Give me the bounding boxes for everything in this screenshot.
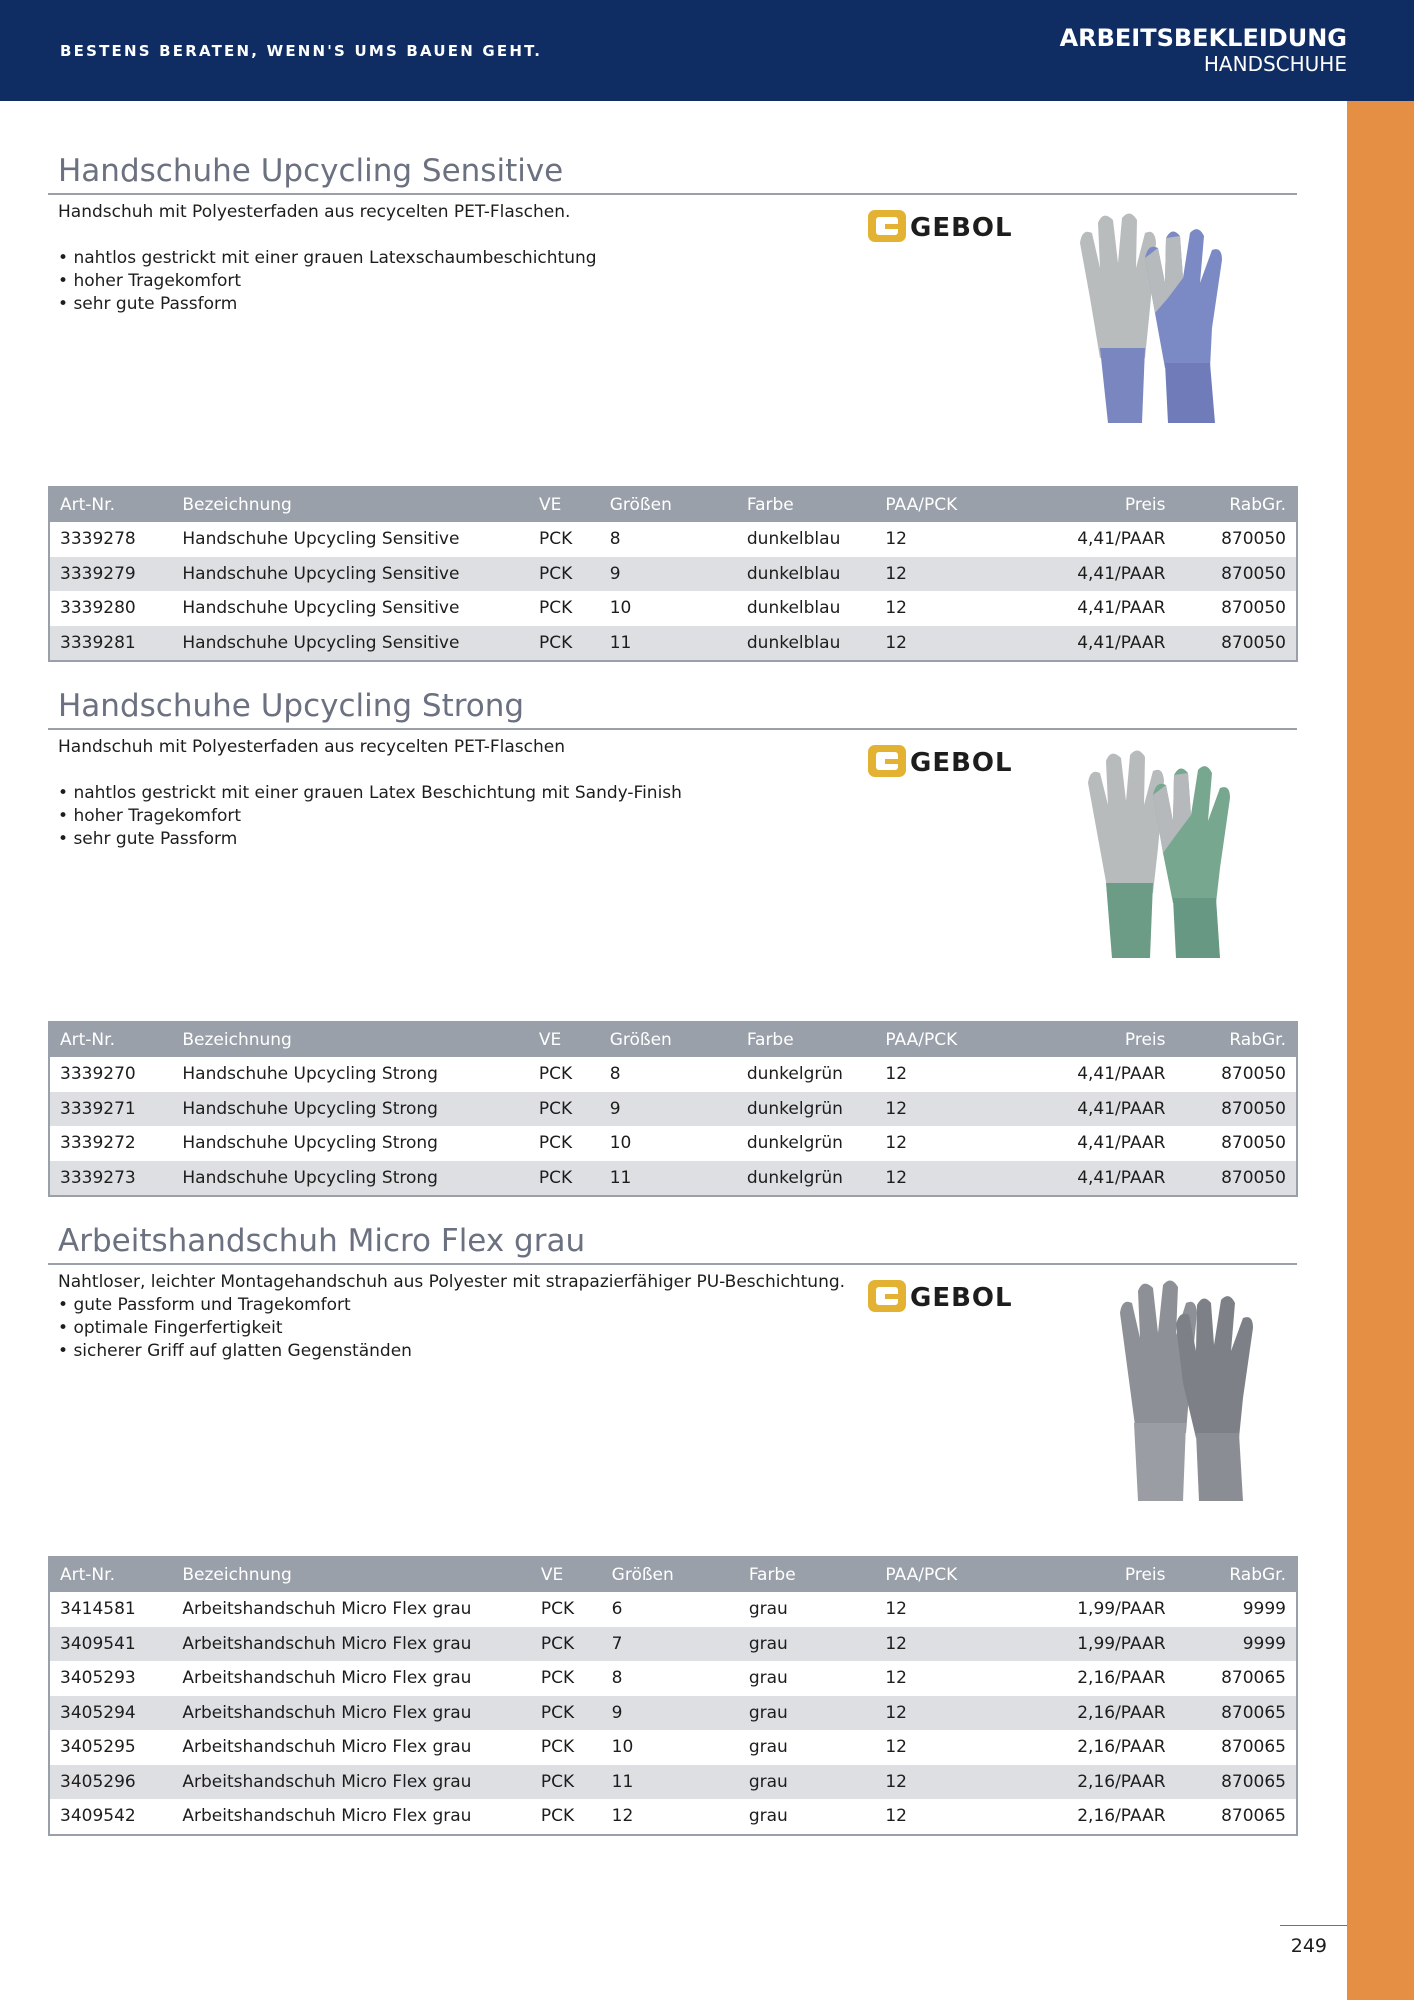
article-table xyxy=(48,1021,1298,1197)
table-row xyxy=(49,1799,1297,1835)
cell-farbe: dunkelgrün xyxy=(737,1161,876,1197)
feature-list xyxy=(58,1294,845,1363)
cell-groesse: 8 xyxy=(609,529,621,550)
cell-art-nr: 3339281 xyxy=(49,626,172,662)
cell-rabgr: 870050 xyxy=(1221,598,1286,619)
cell-rabgr: 870065 xyxy=(1221,1737,1286,1758)
col-rabgr: RabGr. xyxy=(1175,487,1297,522)
cell-ve: PCK xyxy=(529,557,600,592)
cell-paa-pck: 12 xyxy=(885,1806,907,1827)
col-groessen: Größen xyxy=(602,1557,739,1592)
table-row xyxy=(49,1057,1297,1092)
cell-paa-pck: 12 xyxy=(885,1064,908,1085)
feature-item: • hoher Tragekomfort xyxy=(58,805,682,828)
cell-paa-pck: 12 xyxy=(885,598,907,619)
cell-paa-pck: 12 xyxy=(885,529,907,550)
col-art-nr: Art-Nr. xyxy=(49,1557,172,1592)
feature-list xyxy=(58,247,597,316)
cell-groesse: 10 xyxy=(609,598,632,619)
col-paa-pck: PAA/PCK xyxy=(875,1557,1003,1592)
cell-art-nr: 3339270 xyxy=(60,1064,136,1085)
cell-rabgr: 870050 xyxy=(1221,529,1286,550)
col-paa-pck: PAA/PCK xyxy=(875,487,1003,522)
feature-item: • gute Passform und Tragekomfort xyxy=(58,1294,845,1317)
cell-art-nr: 3339271 xyxy=(49,1092,172,1127)
col-groessen: Größen xyxy=(600,487,737,522)
cell-preis: 4,41/PAAR xyxy=(1003,1092,1175,1127)
table-row xyxy=(49,1092,1297,1127)
table-row xyxy=(49,626,1297,662)
cell-art-nr: 3405296 xyxy=(49,1765,172,1800)
cell-ve: PCK xyxy=(540,1806,575,1827)
cell-ve: PCK xyxy=(540,1737,575,1758)
cell-rabgr: 870065 xyxy=(1176,1696,1297,1731)
section-divider xyxy=(48,193,1297,195)
cell-preis: 2,16/PAAR xyxy=(1077,1737,1166,1758)
col-bezeichnung: Bezeichnung xyxy=(172,487,529,522)
feature-item: • hoher Tragekomfort xyxy=(58,270,597,293)
description-intro: Handschuh mit Polyesterfaden aus recycelten PET-Flaschen xyxy=(58,737,565,757)
cell-ve: PCK xyxy=(529,626,600,662)
col-bezeichnung: Bezeichnung xyxy=(172,1557,530,1592)
feature-item: • nahtlos gestrickt mit einer grauen Latex Beschichtung mit Sandy-Finish xyxy=(58,782,682,805)
header-bar xyxy=(0,0,1414,101)
cell-preis: 4,41/PAAR xyxy=(1003,1161,1175,1197)
cell-bezeichnung: Arbeitshandschuh Micro Flex grau xyxy=(182,1737,472,1758)
feature-item: • sicherer Griff auf glatten Gegenständen xyxy=(58,1340,845,1363)
cell-preis: 1,99/PAAR xyxy=(1003,1627,1175,1662)
cell-preis: 2,16/PAAR xyxy=(1077,1806,1166,1827)
col-farbe: Farbe xyxy=(739,1557,876,1592)
table-row xyxy=(49,1126,1297,1161)
col-groessen: Größen xyxy=(600,1022,737,1057)
col-rabgr: RabGr. xyxy=(1176,1022,1298,1057)
cell-farbe: grau xyxy=(748,1737,788,1758)
cell-art-nr: 3414581 xyxy=(60,1599,136,1620)
cell-paa-pck: 12 xyxy=(875,557,1003,592)
cell-farbe: grau xyxy=(739,1765,876,1800)
cell-preis: 2,16/PAAR xyxy=(1077,1668,1166,1689)
table-header-row xyxy=(49,1022,1297,1057)
cell-rabgr: 870065 xyxy=(1221,1806,1286,1827)
cell-rabgr: 9999 xyxy=(1176,1627,1297,1662)
cell-groesse: 9 xyxy=(602,1696,739,1731)
glove-blue-icon xyxy=(1070,208,1270,430)
cell-bezeichnung: Handschuhe Upcycling Strong xyxy=(182,1133,438,1154)
feature-item: • optimale Fingerfertigkeit xyxy=(58,1317,845,1340)
cell-groesse: 7 xyxy=(602,1627,739,1662)
feature-list xyxy=(58,782,682,851)
cell-ve: PCK xyxy=(540,1668,575,1689)
col-ve: VE xyxy=(529,1022,600,1057)
cell-rabgr: 870050 xyxy=(1221,1064,1286,1085)
cell-groesse: 11 xyxy=(600,1161,737,1197)
cell-paa-pck: 12 xyxy=(885,1133,908,1154)
cell-bezeichnung: Arbeitshandschuh Micro Flex grau xyxy=(182,1806,472,1827)
cell-bezeichnung: Arbeitshandschuh Micro Flex grau xyxy=(172,1765,530,1800)
col-farbe: Farbe xyxy=(737,1022,876,1057)
product-description xyxy=(58,1271,845,1363)
cell-art-nr: 3405293 xyxy=(60,1668,136,1689)
cell-farbe: grau xyxy=(739,1696,876,1731)
col-ve: VE xyxy=(529,487,600,522)
cell-groesse: 8 xyxy=(609,1064,621,1085)
cell-farbe: grau xyxy=(748,1668,788,1689)
cell-groesse: 12 xyxy=(611,1806,634,1827)
cell-farbe: dunkelgrün xyxy=(737,1092,876,1127)
category-subtitle: HANDSCHUHE xyxy=(1203,52,1347,76)
cell-preis: 4,41/PAAR xyxy=(1077,1133,1166,1154)
brand-name: GEBOL xyxy=(910,1283,1013,1313)
cell-farbe: dunkelblau xyxy=(746,598,841,619)
product-description xyxy=(58,201,597,316)
side-accent-strip xyxy=(1347,101,1414,2000)
page-number: 249 xyxy=(1290,1935,1327,1957)
cell-art-nr: 3405294 xyxy=(49,1696,172,1731)
section-divider xyxy=(48,1263,1297,1265)
col-preis: Preis xyxy=(1003,1557,1175,1592)
section-divider xyxy=(48,728,1297,730)
cell-preis: 4,41/PAAR xyxy=(1003,626,1175,662)
cell-ve: PCK xyxy=(540,1599,575,1620)
cell-groesse: 9 xyxy=(600,557,737,592)
cell-groesse: 6 xyxy=(611,1599,623,1620)
table-row xyxy=(49,1627,1297,1662)
cell-art-nr: 3409542 xyxy=(60,1806,136,1827)
cell-farbe: grau xyxy=(739,1627,876,1662)
glove-grey-icon xyxy=(1108,1273,1278,1505)
brand-name: GEBOL xyxy=(910,748,1013,778)
table-row xyxy=(49,557,1297,592)
feature-item: • nahtlos gestrickt mit einer grauen Latexschaumbeschichtung xyxy=(58,247,597,270)
feature-item: • sehr gute Passform xyxy=(58,828,682,851)
col-art-nr: Art-Nr. xyxy=(49,1022,172,1057)
description-intro: Handschuh mit Polyesterfaden aus recycelten PET-Flaschen. xyxy=(58,202,571,222)
cell-preis: 2,16/PAAR xyxy=(1003,1765,1175,1800)
col-bezeichnung: Bezeichnung xyxy=(172,1022,529,1057)
cell-groesse: 9 xyxy=(600,1092,737,1127)
table-row xyxy=(49,1661,1297,1696)
cell-bezeichnung: Arbeitshandschuh Micro Flex grau xyxy=(172,1696,530,1731)
cell-rabgr: 9999 xyxy=(1242,1599,1286,1620)
category-title: ARBEITSBEKLEIDUNG xyxy=(1059,24,1347,52)
cell-art-nr: 3339273 xyxy=(49,1161,172,1197)
cell-bezeichnung: Handschuhe Upcycling Sensitive xyxy=(172,626,529,662)
feature-item: • sehr gute Passform xyxy=(58,293,597,316)
cell-ve: PCK xyxy=(538,529,573,550)
page-number-rule xyxy=(1280,1925,1347,1926)
cell-rabgr: 870050 xyxy=(1175,626,1297,662)
section-title: Handschuhe Upcycling Strong xyxy=(58,688,525,724)
cell-bezeichnung: Arbeitshandschuh Micro Flex grau xyxy=(182,1668,472,1689)
product-section-strong xyxy=(48,688,1298,1198)
cell-art-nr: 3339278 xyxy=(60,529,136,550)
cell-bezeichnung: Handschuhe Upcycling Sensitive xyxy=(182,598,460,619)
brand-name: GEBOL xyxy=(910,213,1013,243)
col-preis: Preis xyxy=(1003,487,1175,522)
cell-groesse: 10 xyxy=(611,1737,634,1758)
col-ve: VE xyxy=(531,1557,602,1592)
article-table xyxy=(48,1556,1298,1836)
glove-green-icon xyxy=(1078,743,1268,965)
table-row xyxy=(49,1696,1297,1731)
cell-farbe: grau xyxy=(748,1599,788,1620)
cell-paa-pck: 12 xyxy=(885,1737,907,1758)
cell-preis: 4,41/PAAR xyxy=(1003,557,1175,592)
cell-bezeichnung: Handschuhe Upcycling Sensitive xyxy=(182,529,460,550)
col-rabgr: RabGr. xyxy=(1176,1557,1297,1592)
cell-ve: PCK xyxy=(538,598,573,619)
cell-groesse: 11 xyxy=(600,626,737,662)
cell-ve: PCK xyxy=(538,1133,573,1154)
cell-rabgr: 870050 xyxy=(1175,557,1297,592)
cell-rabgr: 870050 xyxy=(1176,1161,1298,1197)
cell-groesse: 10 xyxy=(609,1133,632,1154)
slogan: BESTENS BERATEN, WENN'S UMS BAUEN GEHT. xyxy=(60,42,543,60)
section-title: Arbeitshandschuh Micro Flex grau xyxy=(58,1223,586,1259)
cell-farbe: dunkelblau xyxy=(737,557,875,592)
gebol-logo xyxy=(866,204,1036,248)
cell-farbe: grau xyxy=(748,1806,788,1827)
cell-preis: 2,16/PAAR xyxy=(1003,1696,1175,1731)
table-row xyxy=(49,1592,1297,1627)
cell-farbe: dunkelgrün xyxy=(746,1133,843,1154)
product-description xyxy=(58,736,682,851)
cell-ve: PCK xyxy=(529,1092,600,1127)
cell-rabgr: 870050 xyxy=(1176,1092,1298,1127)
product-section-micro-flex xyxy=(48,1223,1298,1838)
cell-preis: 4,41/PAAR xyxy=(1077,529,1166,550)
cell-paa-pck: 12 xyxy=(875,1092,1003,1127)
col-paa-pck: PAA/PCK xyxy=(875,1022,1003,1057)
cell-bezeichnung: Handschuhe Upcycling Strong xyxy=(182,1064,438,1085)
cell-rabgr: 870065 xyxy=(1221,1668,1286,1689)
table-header-row xyxy=(49,487,1297,522)
cell-farbe: dunkelgrün xyxy=(746,1064,843,1085)
product-section-sensitive xyxy=(48,153,1298,663)
cell-bezeichnung: Handschuhe Upcycling Strong xyxy=(172,1161,529,1197)
cell-groesse: 8 xyxy=(611,1668,623,1689)
cell-paa-pck: 12 xyxy=(875,1161,1003,1197)
section-title: Handschuhe Upcycling Sensitive xyxy=(58,153,564,189)
cell-ve: PCK xyxy=(538,1064,573,1085)
cell-rabgr: 870065 xyxy=(1176,1765,1297,1800)
description-intro: Nahtloser, leichter Montagehandschuh aus Polyester mit strapazierfähiger PU-Beschichtung. xyxy=(58,1272,846,1292)
cell-groesse: 11 xyxy=(602,1765,739,1800)
cell-paa-pck: 12 xyxy=(885,1668,907,1689)
cell-ve: PCK xyxy=(531,1627,602,1662)
cell-paa-pck: 12 xyxy=(885,1599,907,1620)
cell-bezeichnung: Arbeitshandschuh Micro Flex grau xyxy=(172,1627,530,1662)
col-art-nr: Art-Nr. xyxy=(49,487,172,522)
cell-farbe: dunkelblau xyxy=(737,626,875,662)
cell-art-nr: 3339279 xyxy=(49,557,172,592)
cell-art-nr: 3405295 xyxy=(60,1737,136,1758)
cell-paa-pck: 12 xyxy=(875,626,1003,662)
cell-art-nr: 3339280 xyxy=(60,598,136,619)
cell-bezeichnung: Arbeitshandschuh Micro Flex grau xyxy=(182,1599,472,1620)
cell-bezeichnung: Handschuhe Upcycling Strong xyxy=(172,1092,529,1127)
cell-bezeichnung: Handschuhe Upcycling Sensitive xyxy=(172,557,529,592)
cell-ve: PCK xyxy=(531,1696,602,1731)
cell-paa-pck: 12 xyxy=(875,1696,1003,1731)
gebol-logo xyxy=(866,1274,1036,1318)
cell-paa-pck: 12 xyxy=(875,1765,1003,1800)
table-row xyxy=(49,591,1297,626)
cell-ve: PCK xyxy=(531,1765,602,1800)
cell-ve: PCK xyxy=(529,1161,600,1197)
cell-art-nr: 3339272 xyxy=(60,1133,136,1154)
table-row xyxy=(49,522,1297,557)
col-preis: Preis xyxy=(1003,1022,1175,1057)
cell-art-nr: 3409541 xyxy=(49,1627,172,1662)
table-row xyxy=(49,1765,1297,1800)
cell-preis: 4,41/PAAR xyxy=(1077,598,1166,619)
table-row xyxy=(49,1161,1297,1197)
cell-preis: 1,99/PAAR xyxy=(1077,1599,1166,1620)
gebol-logo xyxy=(866,739,1036,783)
cell-rabgr: 870050 xyxy=(1221,1133,1286,1154)
table-header-row xyxy=(49,1557,1297,1592)
cell-preis: 4,41/PAAR xyxy=(1077,1064,1166,1085)
article-table xyxy=(48,486,1298,662)
table-row xyxy=(49,1730,1297,1765)
cell-paa-pck: 12 xyxy=(875,1627,1003,1662)
cell-farbe: dunkelblau xyxy=(746,529,841,550)
col-farbe: Farbe xyxy=(737,487,875,522)
